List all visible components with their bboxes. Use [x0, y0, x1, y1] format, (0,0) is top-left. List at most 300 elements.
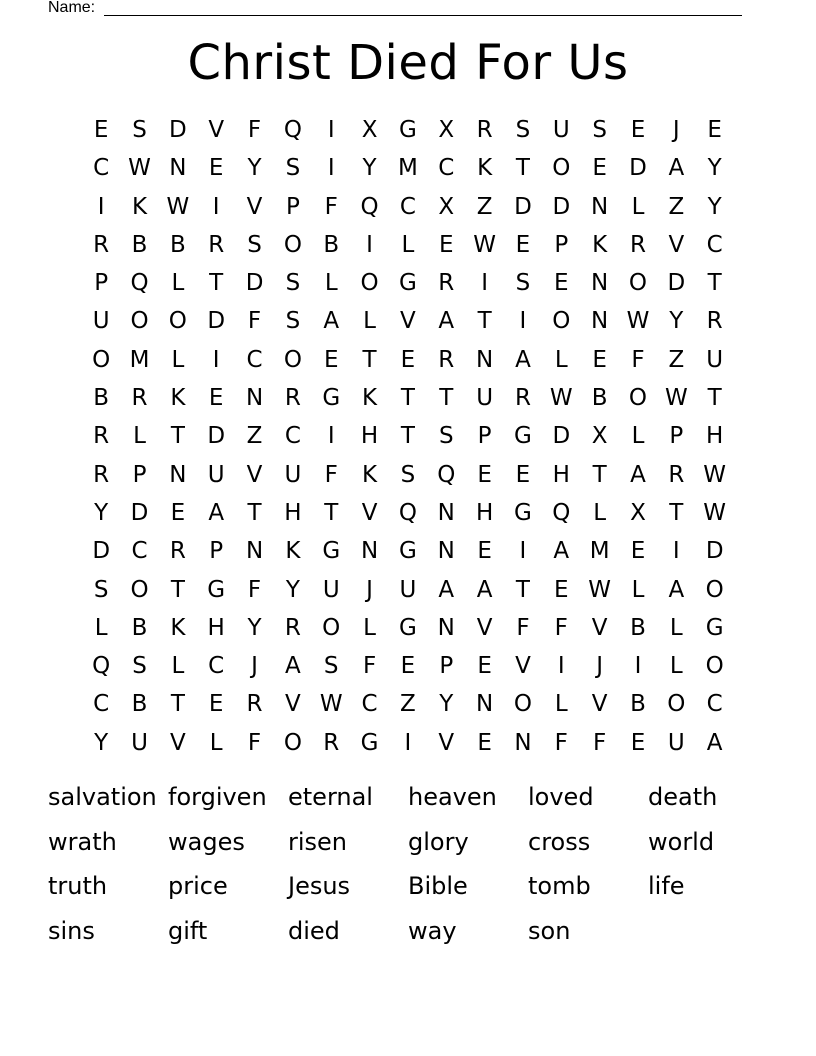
- grid-cell: D: [552, 423, 571, 450]
- grid-cell: Z: [400, 691, 416, 718]
- grid-cell: L: [363, 308, 376, 335]
- word-bank-item: salvation: [48, 783, 157, 811]
- grid-cell: Y: [439, 691, 454, 718]
- grid-cell: Q: [398, 499, 417, 526]
- grid-cell: F: [516, 614, 530, 641]
- grid-cell: W: [128, 155, 151, 182]
- grid-cell: W: [166, 193, 190, 220]
- grid-cell: D: [514, 193, 532, 220]
- grid-cell: L: [631, 423, 645, 450]
- grid-cell: U: [322, 576, 340, 603]
- grid-cell: I: [672, 538, 680, 565]
- grid-cell: N: [476, 346, 494, 373]
- grid-cell: E: [477, 653, 492, 680]
- word-bank-item: life: [648, 872, 685, 901]
- grid-cell: O: [705, 576, 724, 603]
- grid-cell: E: [630, 117, 646, 143]
- grid-cell: O: [168, 308, 187, 335]
- grid-cell: G: [514, 499, 532, 526]
- grid-cell: T: [477, 308, 492, 335]
- word-bank-item: world: [648, 827, 715, 856]
- grid-cell: M: [589, 538, 610, 565]
- grid-cell: V: [246, 461, 263, 488]
- grid-cell: H: [207, 614, 225, 641]
- grid-cell: Q: [283, 117, 302, 143]
- grid-cell: S: [285, 270, 301, 297]
- grid-cell: S: [515, 117, 531, 143]
- grid-cell: R: [284, 614, 301, 641]
- grid-cell: Y: [669, 308, 684, 335]
- grid-cell: H: [284, 499, 302, 526]
- grid-cell: S: [400, 461, 416, 488]
- grid-cell: U: [706, 346, 724, 373]
- grid-cell: O: [130, 576, 149, 603]
- grid-cell: X: [591, 423, 608, 450]
- grid-cell: P: [132, 461, 147, 488]
- word-bank-item: son: [528, 917, 571, 946]
- word-bank-item: heaven: [408, 783, 497, 811]
- grid-cell: T: [170, 691, 185, 718]
- grid-cell: D: [92, 538, 111, 565]
- grid-cell: N: [591, 193, 609, 220]
- grid-cell: A: [706, 729, 723, 756]
- grid-cell: T: [669, 499, 684, 526]
- grid-cell: I: [327, 155, 335, 182]
- grid-cell: B: [131, 614, 148, 641]
- grid-cell: E: [592, 155, 607, 182]
- grid-cell: I: [327, 423, 335, 450]
- grid-cell: Y: [247, 155, 262, 182]
- grid-cell: A: [323, 308, 340, 335]
- grid-cell: O: [283, 729, 302, 756]
- grid-cell: I: [404, 729, 412, 756]
- grid-cell: N: [169, 461, 187, 488]
- word-bank-item: gift: [168, 917, 208, 946]
- grid-cell: L: [669, 653, 683, 680]
- grid-cell: V: [668, 231, 685, 258]
- word-bank-item: way: [408, 917, 457, 946]
- grid-row: [82, 647, 734, 685]
- grid-cell: Q: [92, 653, 111, 680]
- word-bank-item: sins: [48, 917, 95, 946]
- grid-cell: B: [591, 385, 608, 412]
- grid-cell: U: [131, 729, 148, 756]
- grid-cell: C: [399, 193, 416, 220]
- grid-cell: O: [322, 614, 341, 641]
- grid-cell: E: [554, 270, 569, 297]
- grid-cell: W: [626, 308, 650, 335]
- grid-cell: O: [360, 270, 379, 297]
- grid-cell: W: [319, 691, 343, 718]
- grid-cell: P: [477, 423, 492, 450]
- grid-cell: S: [515, 270, 531, 297]
- grid-cell: A: [476, 576, 493, 603]
- grid-cell: L: [133, 423, 146, 450]
- grid-cell: C: [93, 155, 110, 182]
- grid-cell: J: [251, 653, 258, 680]
- grid-cell: V: [515, 653, 531, 680]
- grid-cell: W: [588, 576, 612, 603]
- word-bank-item: Bible: [408, 872, 468, 901]
- grid-cell: L: [209, 729, 223, 756]
- grid-cell: R: [668, 461, 685, 488]
- grid-cell: V: [361, 499, 378, 526]
- grid-cell: E: [515, 231, 531, 258]
- grid-cell: E: [323, 346, 339, 373]
- grid-cell: L: [631, 576, 645, 603]
- grid-cell: T: [362, 346, 377, 373]
- grid-cell: R: [208, 231, 225, 258]
- grid-cell: D: [552, 193, 571, 220]
- grid-cell: L: [94, 614, 108, 641]
- grid-cell: F: [324, 461, 338, 488]
- grid-cell: C: [361, 691, 378, 718]
- name-label: Name:: [48, 0, 96, 16]
- grid-cell: R: [706, 308, 723, 335]
- grid-cell: V: [208, 117, 225, 143]
- grid-row: [82, 188, 734, 226]
- grid-cell: K: [362, 385, 378, 412]
- grid-cell: V: [591, 691, 608, 718]
- grid-cell: T: [707, 385, 722, 412]
- grid-cell: O: [705, 653, 724, 680]
- grid-cell: U: [284, 461, 302, 488]
- grid-cell: E: [477, 461, 492, 488]
- grid-cell: U: [92, 308, 110, 335]
- grid-cell: L: [554, 346, 568, 373]
- grid-cell: Y: [94, 729, 109, 756]
- grid-cell: G: [322, 538, 341, 565]
- grid-cell: O: [552, 308, 571, 335]
- grid-cell: N: [169, 155, 187, 182]
- grid-cell: O: [667, 691, 686, 718]
- grid-cell: B: [630, 691, 646, 718]
- grid-cell: B: [131, 231, 148, 258]
- grid-cell: P: [669, 423, 684, 450]
- grid-cell: G: [705, 614, 724, 641]
- grid-cell: Y: [285, 576, 300, 603]
- grid-cell: I: [519, 308, 527, 335]
- word-bank-item: risen: [288, 827, 348, 856]
- grid-row: [82, 494, 734, 532]
- grid-cell: Z: [668, 346, 685, 373]
- grid-cell: T: [170, 423, 185, 450]
- grid-cell: L: [669, 614, 683, 641]
- grid-cell: X: [630, 499, 646, 526]
- grid-cell: T: [515, 576, 530, 603]
- grid-cell: I: [97, 193, 105, 220]
- grid-cell: Z: [668, 193, 685, 220]
- grid-row: [82, 341, 734, 379]
- grid-cell: A: [285, 653, 301, 680]
- grid-cell: D: [705, 538, 724, 565]
- grid-cell: T: [170, 576, 185, 603]
- grid-row: [82, 417, 734, 455]
- grid-cell: E: [208, 385, 224, 412]
- grid-cell: R: [323, 729, 340, 756]
- grid-cell: R: [514, 385, 531, 412]
- grid-cell: Y: [247, 614, 262, 641]
- grid-cell: Y: [94, 499, 109, 526]
- grid-cell: F: [631, 346, 645, 373]
- grid-cell: L: [171, 653, 185, 680]
- grid-cell: V: [169, 729, 186, 756]
- grid-cell: X: [438, 117, 455, 143]
- letter-grid: [82, 111, 734, 762]
- grid-cell: V: [400, 308, 416, 335]
- grid-row: [82, 264, 734, 302]
- grid-cell: G: [514, 423, 532, 450]
- grid-cell: Q: [130, 270, 149, 297]
- grid-cell: R: [476, 117, 493, 143]
- grid-cell: L: [324, 270, 338, 297]
- grid-cell: T: [400, 385, 415, 412]
- grid-cell: E: [170, 499, 186, 526]
- grid-cell: D: [245, 270, 264, 297]
- grid-row: [82, 532, 734, 570]
- grid-cell: F: [324, 193, 338, 220]
- grid-cell: G: [399, 270, 417, 297]
- grid-cell: I: [481, 270, 488, 297]
- grid-cell: N: [591, 308, 609, 335]
- word-row: [48, 777, 768, 822]
- grid-cell: S: [592, 117, 607, 143]
- grid-cell: G: [399, 538, 417, 565]
- grid-cell: D: [130, 499, 149, 526]
- grid-cell: L: [401, 231, 415, 258]
- grid-cell: E: [208, 155, 224, 182]
- grid-cell: A: [668, 576, 685, 603]
- grid-cell: B: [169, 231, 186, 258]
- grid-cell: H: [360, 423, 379, 450]
- grid-cell: B: [323, 231, 340, 258]
- grid-cell: K: [477, 155, 493, 182]
- grid-cell: S: [132, 117, 147, 143]
- grid-cell: E: [554, 576, 569, 603]
- grid-cell: E: [592, 346, 607, 373]
- grid-cell: B: [131, 691, 148, 718]
- word-bank-item: forgiven: [168, 783, 267, 811]
- grid-cell: E: [477, 538, 492, 565]
- grid-cell: U: [552, 117, 570, 143]
- grid-cell: O: [628, 385, 648, 412]
- grid-row: [82, 456, 734, 494]
- grid-cell: C: [706, 231, 723, 258]
- grid-cell: Q: [360, 193, 379, 220]
- grid-cell: I: [327, 117, 335, 143]
- grid-cell: A: [438, 576, 455, 603]
- word-bank-item: loved: [528, 783, 594, 811]
- grid-cell: R: [131, 385, 148, 412]
- grid-cell: I: [212, 346, 220, 373]
- grid-cell: O: [628, 270, 648, 297]
- word-bank-item: wrath: [48, 827, 117, 856]
- grid-cell: L: [593, 499, 607, 526]
- word-bank-item: price: [168, 872, 228, 901]
- grid-cell: A: [438, 308, 455, 335]
- grid-cell: T: [592, 461, 607, 488]
- grid-cell: T: [439, 385, 454, 412]
- grid-cell: N: [437, 614, 455, 641]
- grid-cell: N: [360, 538, 379, 565]
- word-bank-item: tomb: [528, 872, 591, 901]
- grid-cell: O: [92, 346, 111, 373]
- grid-cell: E: [93, 117, 109, 143]
- grid-cell: N: [245, 538, 264, 565]
- grid-cell: K: [362, 461, 378, 488]
- grid-cell: D: [667, 270, 686, 297]
- grid-cell: G: [207, 576, 226, 603]
- grid-row: [82, 379, 734, 417]
- grid-cell: S: [285, 308, 301, 335]
- grid-cell: R: [438, 270, 455, 297]
- grid-cell: D: [207, 423, 226, 450]
- grid-row: [82, 111, 734, 149]
- grid-cell: X: [361, 117, 378, 143]
- grid-cell: O: [130, 308, 149, 335]
- grid-cell: T: [515, 155, 530, 182]
- word-bank-item: glory: [408, 827, 469, 856]
- grid-cell: R: [93, 231, 110, 258]
- grid-cell: L: [171, 270, 185, 297]
- word-bank-item: Jesus: [288, 872, 351, 901]
- grid-cell: F: [247, 117, 262, 143]
- grid-cell: W: [473, 231, 496, 258]
- grid-cell: S: [93, 576, 109, 603]
- grid-cell: C: [246, 346, 263, 373]
- grid-cell: T: [400, 423, 415, 450]
- grid-cell: R: [169, 538, 186, 565]
- grid-cell: F: [554, 614, 568, 641]
- grid-cell: B: [93, 385, 110, 412]
- grid-row: [82, 149, 734, 187]
- word-bank-item: death: [648, 783, 718, 811]
- grid-cell: I: [634, 653, 642, 680]
- grid-cell: A: [553, 538, 570, 565]
- grid-cell: Y: [707, 155, 722, 182]
- grid-row: [82, 571, 734, 609]
- grid-cell: E: [630, 729, 646, 756]
- grid-cell: H: [475, 499, 494, 526]
- grid-cell: O: [283, 346, 302, 373]
- grid-cell: G: [360, 729, 379, 756]
- grid-cell: A: [515, 346, 531, 373]
- grid-cell: S: [323, 653, 339, 680]
- grid-cell: J: [596, 653, 604, 680]
- grid-cell: P: [285, 193, 300, 220]
- grid-cell: I: [519, 538, 527, 565]
- grid-cell: E: [208, 691, 224, 718]
- grid-cell: O: [283, 231, 302, 258]
- grid-cell: B: [630, 614, 646, 641]
- grid-cell: F: [247, 729, 262, 756]
- word-bank-item: died: [288, 917, 340, 946]
- grid-cell: Y: [362, 155, 377, 182]
- grid-cell: N: [514, 729, 532, 756]
- word-bank-item: truth: [48, 872, 108, 901]
- grid-cell: V: [438, 729, 455, 756]
- grid-cell: E: [477, 729, 492, 756]
- grid-cell: Z: [476, 193, 493, 220]
- grid-cell: C: [706, 691, 723, 718]
- grid-cell: K: [592, 231, 608, 258]
- grid-cell: K: [285, 538, 301, 565]
- grid-cell: P: [94, 270, 109, 297]
- grid-cell: E: [707, 117, 722, 143]
- grid-cell: N: [437, 538, 455, 565]
- word-row: [48, 822, 768, 867]
- grid-cell: N: [245, 385, 264, 412]
- grid-cell: Q: [552, 499, 571, 526]
- grid-cell: V: [591, 614, 608, 641]
- grid-cell: H: [552, 461, 570, 488]
- grid-row: [82, 724, 734, 762]
- grid-cell: R: [629, 231, 646, 258]
- grid-cell: F: [593, 729, 607, 756]
- word-row: [48, 911, 768, 956]
- grid-cell: L: [554, 691, 568, 718]
- grid-cell: S: [247, 231, 262, 258]
- grid-cell: T: [209, 270, 224, 297]
- page-title: Christ Died For Us: [187, 35, 629, 91]
- grid-cell: R: [438, 346, 455, 373]
- grid-cell: C: [93, 691, 110, 718]
- grid-cell: F: [247, 308, 262, 335]
- grid-cell: E: [515, 461, 531, 488]
- grid-cell: V: [476, 614, 493, 641]
- grid-cell: L: [171, 346, 185, 373]
- grid-cell: P: [554, 231, 569, 258]
- grid-cell: V: [246, 193, 263, 220]
- grid-cell: E: [400, 653, 416, 680]
- grid-cell: R: [93, 461, 110, 488]
- name-line: [104, 15, 742, 16]
- grid-row: [82, 226, 734, 264]
- grid-cell: F: [554, 729, 568, 756]
- word-bank-item: wages: [168, 827, 245, 856]
- grid-cell: M: [129, 346, 150, 373]
- grid-cell: V: [285, 691, 301, 718]
- grid-cell: G: [399, 614, 417, 641]
- grid-cell: P: [439, 653, 454, 680]
- grid-cell: E: [630, 538, 646, 565]
- grid-cell: I: [212, 193, 220, 220]
- grid-cell: K: [170, 385, 186, 412]
- grid-cell: T: [324, 499, 339, 526]
- grid-cell: X: [438, 193, 455, 220]
- grid-cell: G: [322, 385, 341, 412]
- grid-cell: W: [664, 385, 688, 412]
- grid-cell: A: [668, 155, 685, 182]
- grid-cell: S: [438, 423, 454, 450]
- grid-cell: R: [93, 423, 110, 450]
- grid-row: [82, 685, 734, 723]
- grid-cell: P: [209, 538, 224, 565]
- grid-cell: F: [247, 576, 262, 603]
- grid-cell: Q: [437, 461, 456, 488]
- grid-cell: M: [397, 155, 418, 182]
- grid-cell: J: [366, 576, 373, 603]
- grid-cell: A: [208, 499, 225, 526]
- grid-cell: I: [557, 653, 565, 680]
- grid-cell: K: [170, 614, 186, 641]
- grid-cell: L: [363, 614, 376, 641]
- grid-cell: C: [438, 155, 455, 182]
- grid-cell: G: [399, 117, 417, 143]
- grid-cell: N: [437, 499, 455, 526]
- grid-cell: J: [672, 117, 680, 143]
- grid-cell: S: [285, 155, 301, 182]
